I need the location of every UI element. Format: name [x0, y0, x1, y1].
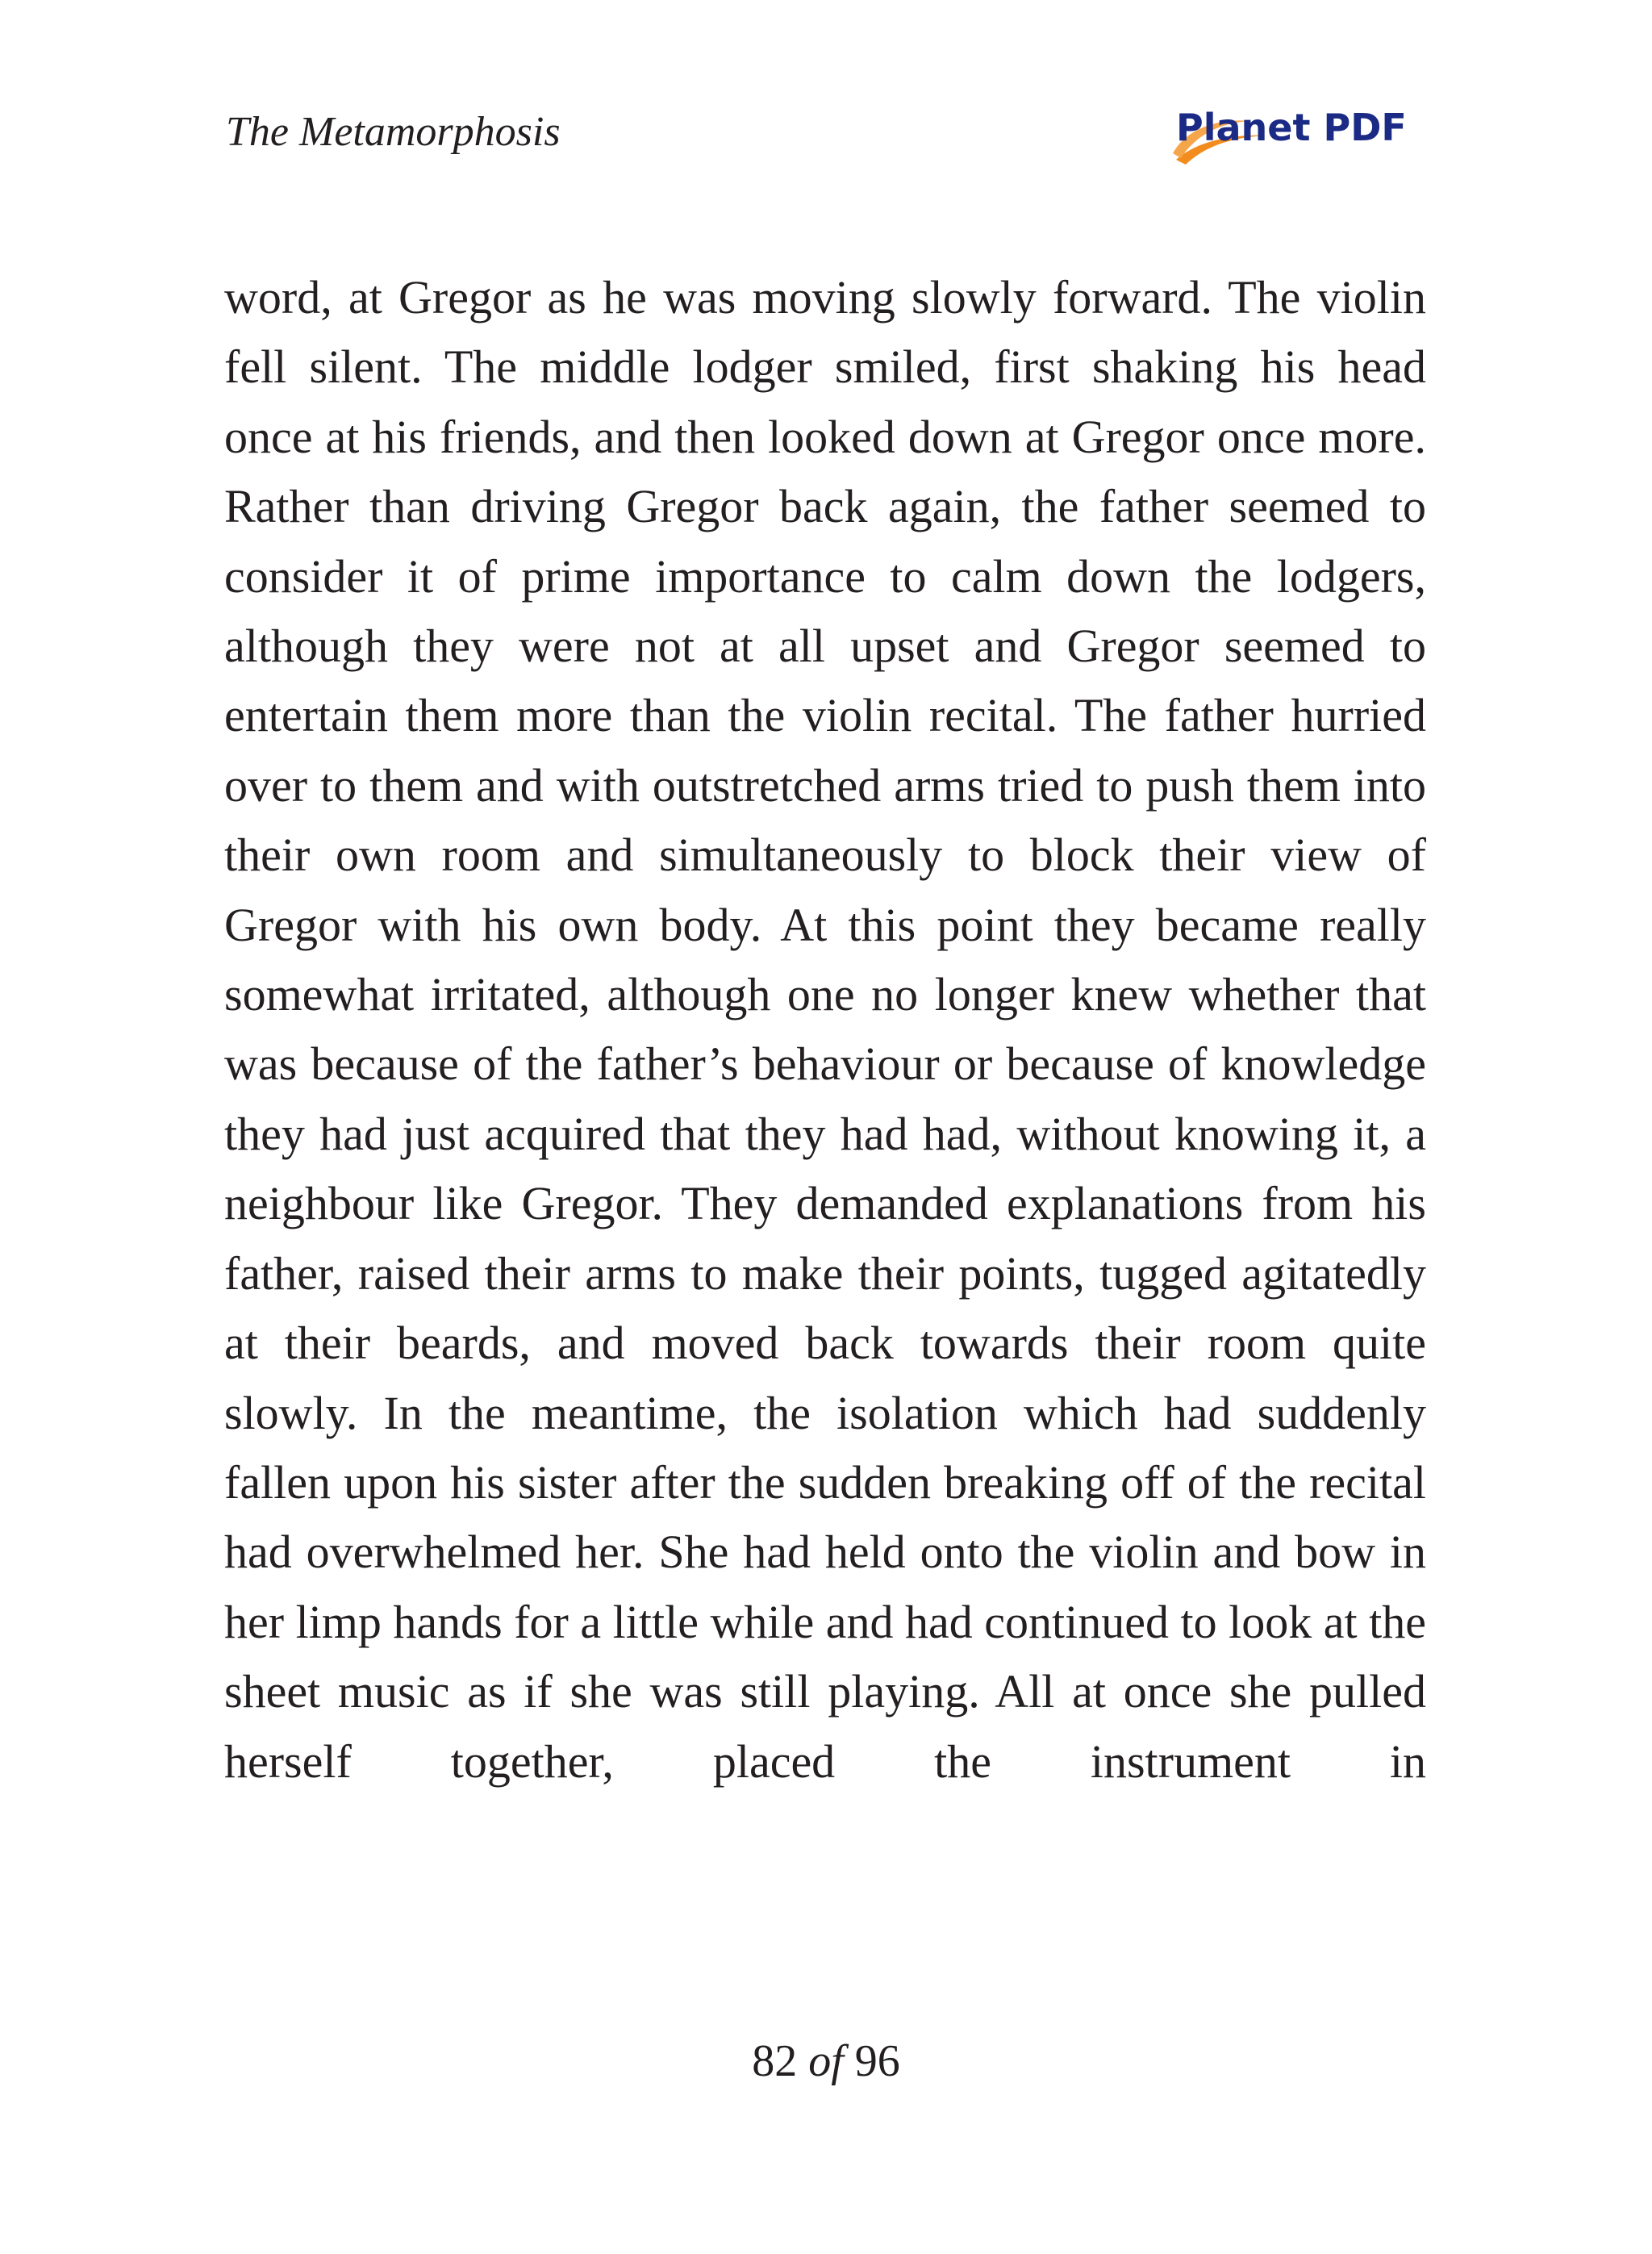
logo-word-planet: Planet — [1176, 106, 1311, 149]
page-of-label: of — [808, 2036, 844, 2086]
total-page-count: 96 — [854, 2036, 900, 2086]
body-paragraph: word, at Gregor as he was moving slowly forward. The violin fell silent. The middle lodger smiled, first shaking his head once at his friends, and then looked down at Gregor once more. Rather than driving Gregor back again, the father seemed to consider it of prime importance to calm down the lodgers, although they were not at all upset and Gregor seemed to entertain them more than the violin recital. The father hurried over to them and with outstretched arms tried to push them into their own room and simultaneously to block their view of Gregor with his own body. At this point they became really somewhat irritated, although one no longer knew whether that was because of the father’s behaviour or because of knowledge they had just acquired that they had had, without knowing it, a neighbour like Gregor. They demanded explanations from his father, raised their arms to make their points, tugged agitatedly at their beards, and moved back towards their room quite slowly. In the meantime, the isolation which had suddenly fallen upon his sister after the sudden breaking off of the recital had overwhelmed her. She had held onto the violin and bow in her limp hands for a little while and had continued to look at the sheet music as if she was still playing. All at once she pulled herself together, placed the instrument in — [224, 271, 1426, 1788]
logo-wordmark — [1176, 105, 1407, 150]
planet-pdf-logo — [1162, 97, 1428, 174]
running-header-title: The Metamorphosis — [226, 109, 561, 155]
page-number — [0, 2033, 1652, 2089]
logo-word-pdf: PDF — [1323, 106, 1407, 149]
current-page-number: 82 — [752, 2036, 798, 2086]
